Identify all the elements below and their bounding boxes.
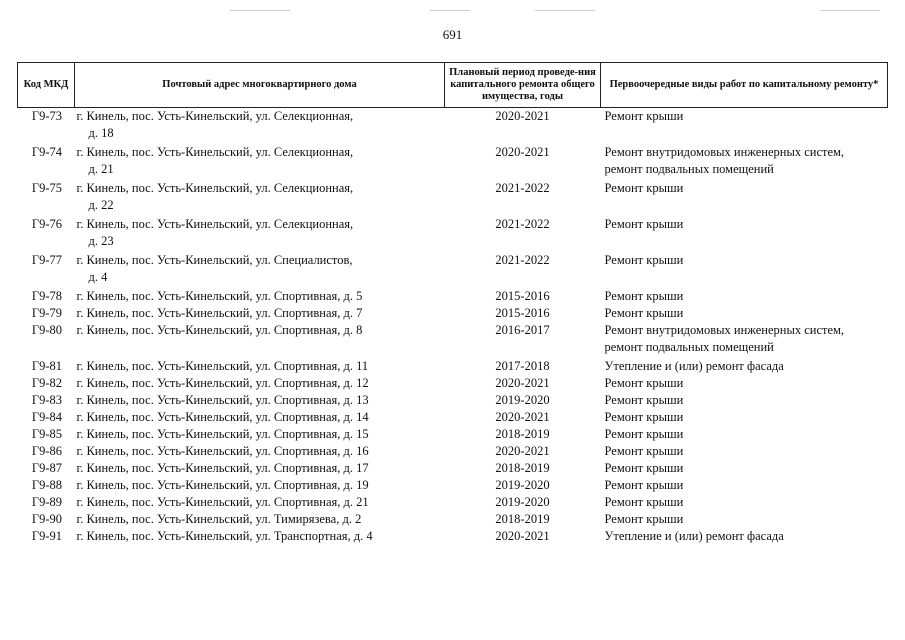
cell-works-text: Ремонт крыши xyxy=(604,393,684,407)
table-row xyxy=(18,108,888,145)
cell-code-text: Г9-76 xyxy=(31,217,63,231)
cell-works-text: Ремонт крыши xyxy=(604,495,684,509)
cell-works-text: Ремонт крыши xyxy=(604,444,684,458)
cell-address-continuation: д. 23 xyxy=(88,234,114,248)
cell-address-text: г. Кинель, пос. Усть-Кинельский, ул. Спортивная, д. 13 xyxy=(76,393,369,407)
cell-works-text: Утепление и (или) ремонт фасада xyxy=(604,529,784,543)
capital-repair-table xyxy=(17,62,888,545)
cell-works xyxy=(601,392,888,409)
cell-address-text: г. Кинель, пос. Усть-Кинельский, ул. Тимирязева, д. 2 xyxy=(76,512,362,526)
table-row xyxy=(18,409,888,426)
cell-period xyxy=(445,322,601,358)
table-row xyxy=(18,144,888,180)
cell-period-text: 2016-2017 xyxy=(495,323,550,337)
cell-period-text: 2021-2022 xyxy=(495,217,550,231)
cell-address xyxy=(75,108,445,145)
cell-period xyxy=(445,305,601,322)
table-row xyxy=(18,216,888,252)
cell-code-text: Г9-87 xyxy=(31,461,63,475)
cell-period xyxy=(445,426,601,443)
cell-period xyxy=(445,288,601,305)
cell-code xyxy=(18,460,75,477)
table-row xyxy=(18,426,888,443)
cell-period-text: 2020-2021 xyxy=(495,145,550,159)
cell-address xyxy=(75,528,445,545)
cell-period-text: 2015-2016 xyxy=(495,289,550,303)
table-row xyxy=(18,180,888,216)
cell-works xyxy=(601,358,888,375)
table-row xyxy=(18,392,888,409)
cell-works-text: Утепление и (или) ремонт фасада xyxy=(604,359,784,373)
cell-code xyxy=(18,288,75,305)
cell-address-text: г. Кинель, пос. Усть-Кинельский, ул. Спортивная, д. 19 xyxy=(76,478,369,492)
cell-works-text: Ремонт крыши xyxy=(604,427,684,441)
cell-address xyxy=(75,322,445,358)
cell-works-text: Ремонт внутридомовых инженерных систем, xyxy=(604,323,845,337)
cell-works-text: Ремонт крыши xyxy=(604,217,684,231)
cell-address xyxy=(75,460,445,477)
table-row xyxy=(18,358,888,375)
cell-works-continuation: ремонт подвальных помещений xyxy=(604,340,774,354)
cell-works xyxy=(601,494,888,511)
cell-works xyxy=(601,108,888,145)
cell-address xyxy=(75,511,445,528)
table-row xyxy=(18,528,888,545)
cell-period xyxy=(445,252,601,288)
cell-code-text: Г9-84 xyxy=(31,410,63,424)
cell-address-continuation: д. 22 xyxy=(88,198,114,212)
cell-period xyxy=(445,358,601,375)
cell-code-text: Г9-73 xyxy=(31,109,63,123)
cell-code xyxy=(18,144,75,180)
cell-address xyxy=(75,288,445,305)
cell-code xyxy=(18,305,75,322)
page-number: 691 xyxy=(442,27,463,42)
table-row xyxy=(18,494,888,511)
cell-period-text: 2018-2019 xyxy=(495,461,550,475)
cell-period-text: 2018-2019 xyxy=(495,427,550,441)
cell-address xyxy=(75,358,445,375)
cell-period xyxy=(445,494,601,511)
cell-code xyxy=(18,375,75,392)
cell-code-text: Г9-83 xyxy=(31,393,63,407)
cell-address xyxy=(75,305,445,322)
scan-artifact-rule xyxy=(230,10,290,11)
cell-works-text: Ремонт крыши xyxy=(604,376,684,390)
cell-period xyxy=(445,392,601,409)
header-code: Код МКД xyxy=(18,63,75,108)
cell-address-continuation: д. 21 xyxy=(88,162,114,176)
cell-code xyxy=(18,426,75,443)
cell-address-text: г. Кинель, пос. Усть-Кинельский, ул. Селекционная, xyxy=(76,217,354,231)
cell-address-text: г. Кинель, пос. Усть-Кинельский, ул. Спортивная, д. 14 xyxy=(76,410,369,424)
cell-code xyxy=(18,392,75,409)
cell-code xyxy=(18,409,75,426)
cell-period xyxy=(445,528,601,545)
cell-period-text: 2020-2021 xyxy=(495,444,550,458)
scan-artifact-rule xyxy=(820,10,880,11)
cell-code xyxy=(18,477,75,494)
cell-works xyxy=(601,375,888,392)
cell-works-text: Ремонт крыши xyxy=(604,410,684,424)
cell-period xyxy=(445,409,601,426)
table-row xyxy=(18,477,888,494)
cell-address-text: г. Кинель, пос. Усть-Кинельский, ул. Специалистов, xyxy=(76,253,353,267)
cell-address xyxy=(75,375,445,392)
cell-period-text: 2020-2021 xyxy=(495,410,550,424)
cell-works xyxy=(601,460,888,477)
cell-period-text: 2020-2021 xyxy=(495,376,550,390)
cell-address-text: г. Кинель, пос. Усть-Кинельский, ул. Спортивная, д. 17 xyxy=(76,461,369,475)
table-body xyxy=(18,108,888,546)
cell-code-text: Г9-78 xyxy=(31,289,63,303)
cell-address xyxy=(75,144,445,180)
scan-artifact-rule xyxy=(430,10,470,11)
cell-address xyxy=(75,252,445,288)
header-period: Плановый период проведе-ния капитального ремонта общего имущества, годы xyxy=(445,63,601,108)
cell-address-text: г. Кинель, пос. Усть-Кинельский, ул. Селекционная, xyxy=(76,181,354,195)
cell-works xyxy=(601,322,888,358)
table-row xyxy=(18,252,888,288)
table-header-row xyxy=(18,63,888,108)
cell-works-text: Ремонт внутридомовых инженерных систем, xyxy=(604,145,845,159)
cell-works-continuation: ремонт подвальных помещений xyxy=(604,162,774,176)
cell-address-text: г. Кинель, пос. Усть-Кинельский, ул. Спортивная, д. 5 xyxy=(76,289,363,303)
cell-works-text: Ремонт крыши xyxy=(604,512,684,526)
cell-works xyxy=(601,477,888,494)
cell-works xyxy=(601,288,888,305)
cell-code xyxy=(18,108,75,145)
cell-period-text: 2020-2021 xyxy=(495,109,550,123)
cell-period-text: 2020-2021 xyxy=(495,529,550,543)
cell-code-text: Г9-74 xyxy=(31,145,63,159)
cell-address-text: г. Кинель, пос. Усть-Кинельский, ул. Селекционная, xyxy=(76,145,354,159)
cell-period-text: 2019-2020 xyxy=(495,495,550,509)
table-row xyxy=(18,288,888,305)
cell-works-text: Ремонт крыши xyxy=(604,253,684,267)
cell-period xyxy=(445,180,601,216)
cell-code-text: Г9-89 xyxy=(31,495,63,509)
table-row xyxy=(18,443,888,460)
cell-code xyxy=(18,322,75,358)
cell-address-text: г. Кинель, пос. Усть-Кинельский, ул. Спортивная, д. 7 xyxy=(76,306,363,320)
cell-works xyxy=(601,511,888,528)
cell-code xyxy=(18,358,75,375)
table-row xyxy=(18,305,888,322)
cell-period-text: 2019-2020 xyxy=(495,478,550,492)
table-row xyxy=(18,375,888,392)
cell-works-text: Ремонт крыши xyxy=(604,289,684,303)
cell-address-text: г. Кинель, пос. Усть-Кинельский, ул. Спортивная, д. 15 xyxy=(76,427,369,441)
cell-period-text: 2018-2019 xyxy=(495,512,550,526)
cell-period xyxy=(445,443,601,460)
cell-address-text: г. Кинель, пос. Усть-Кинельский, ул. Транспортная, д. 4 xyxy=(76,529,373,543)
cell-period xyxy=(445,108,601,145)
cell-works xyxy=(601,252,888,288)
cell-code xyxy=(18,443,75,460)
cell-works-text: Ремонт крыши xyxy=(604,461,684,475)
cell-period xyxy=(445,144,601,180)
cell-code xyxy=(18,216,75,252)
cell-address xyxy=(75,216,445,252)
cell-code xyxy=(18,252,75,288)
cell-code-text: Г9-90 xyxy=(31,512,63,526)
cell-code-text: Г9-75 xyxy=(31,181,63,195)
cell-address-continuation: д. 18 xyxy=(88,126,114,140)
table-row xyxy=(18,322,888,358)
header-address: Почтовый адрес многоквартирного дома xyxy=(75,63,445,108)
cell-address xyxy=(75,409,445,426)
cell-code xyxy=(18,494,75,511)
cell-address xyxy=(75,426,445,443)
cell-address xyxy=(75,392,445,409)
cell-code-text: Г9-91 xyxy=(31,529,63,543)
cell-works-text: Ремонт крыши xyxy=(604,306,684,320)
cell-address-text: г. Кинель, пос. Усть-Кинельский, ул. Спортивная, д. 12 xyxy=(76,376,369,390)
cell-works xyxy=(601,443,888,460)
cell-code-text: Г9-85 xyxy=(31,427,63,441)
cell-code-text: Г9-77 xyxy=(31,253,63,267)
cell-period-text: 2019-2020 xyxy=(495,393,550,407)
cell-code-text: Г9-80 xyxy=(31,323,63,337)
cell-works xyxy=(601,528,888,545)
cell-works xyxy=(601,180,888,216)
scan-artifact-rule xyxy=(535,10,595,11)
cell-address xyxy=(75,443,445,460)
cell-address xyxy=(75,477,445,494)
cell-works-text: Ремонт крыши xyxy=(604,181,684,195)
cell-works xyxy=(601,305,888,322)
cell-address-continuation: д. 4 xyxy=(88,270,108,284)
cell-code xyxy=(18,180,75,216)
cell-period xyxy=(445,511,601,528)
cell-code-text: Г9-79 xyxy=(31,306,63,320)
cell-address-text: г. Кинель, пос. Усть-Кинельский, ул. Спортивная, д. 21 xyxy=(76,495,369,509)
cell-works xyxy=(601,426,888,443)
cell-works xyxy=(601,216,888,252)
cell-works-text: Ремонт крыши xyxy=(604,109,684,123)
cell-period xyxy=(445,477,601,494)
table-row xyxy=(18,460,888,477)
header-works: Первоочередные виды работ по капитальному ремонту* xyxy=(601,63,888,108)
cell-period xyxy=(445,375,601,392)
cell-period-text: 2021-2022 xyxy=(495,181,550,195)
cell-period-text: 2015-2016 xyxy=(495,306,550,320)
cell-works xyxy=(601,144,888,180)
cell-works xyxy=(601,409,888,426)
cell-address-text: г. Кинель, пос. Усть-Кинельский, ул. Спортивная, д. 8 xyxy=(76,323,363,337)
cell-period-text: 2017-2018 xyxy=(495,359,550,373)
cell-address-text: г. Кинель, пос. Усть-Кинельский, ул. Селекционная, xyxy=(76,109,354,123)
cell-period-text: 2021-2022 xyxy=(495,253,550,267)
cell-code xyxy=(18,528,75,545)
cell-address xyxy=(75,180,445,216)
cell-period xyxy=(445,216,601,252)
table-row xyxy=(18,511,888,528)
cell-code-text: Г9-88 xyxy=(31,478,63,492)
cell-code-text: Г9-86 xyxy=(31,444,63,458)
cell-period xyxy=(445,460,601,477)
cell-address-text: г. Кинель, пос. Усть-Кинельский, ул. Спортивная, д. 16 xyxy=(76,444,369,458)
cell-works-text: Ремонт крыши xyxy=(604,478,684,492)
cell-address xyxy=(75,494,445,511)
cell-code-text: Г9-82 xyxy=(31,376,63,390)
cell-address-text: г. Кинель, пос. Усть-Кинельский, ул. Спортивная, д. 11 xyxy=(76,359,369,373)
cell-code-text: Г9-81 xyxy=(31,359,63,373)
cell-code xyxy=(18,511,75,528)
